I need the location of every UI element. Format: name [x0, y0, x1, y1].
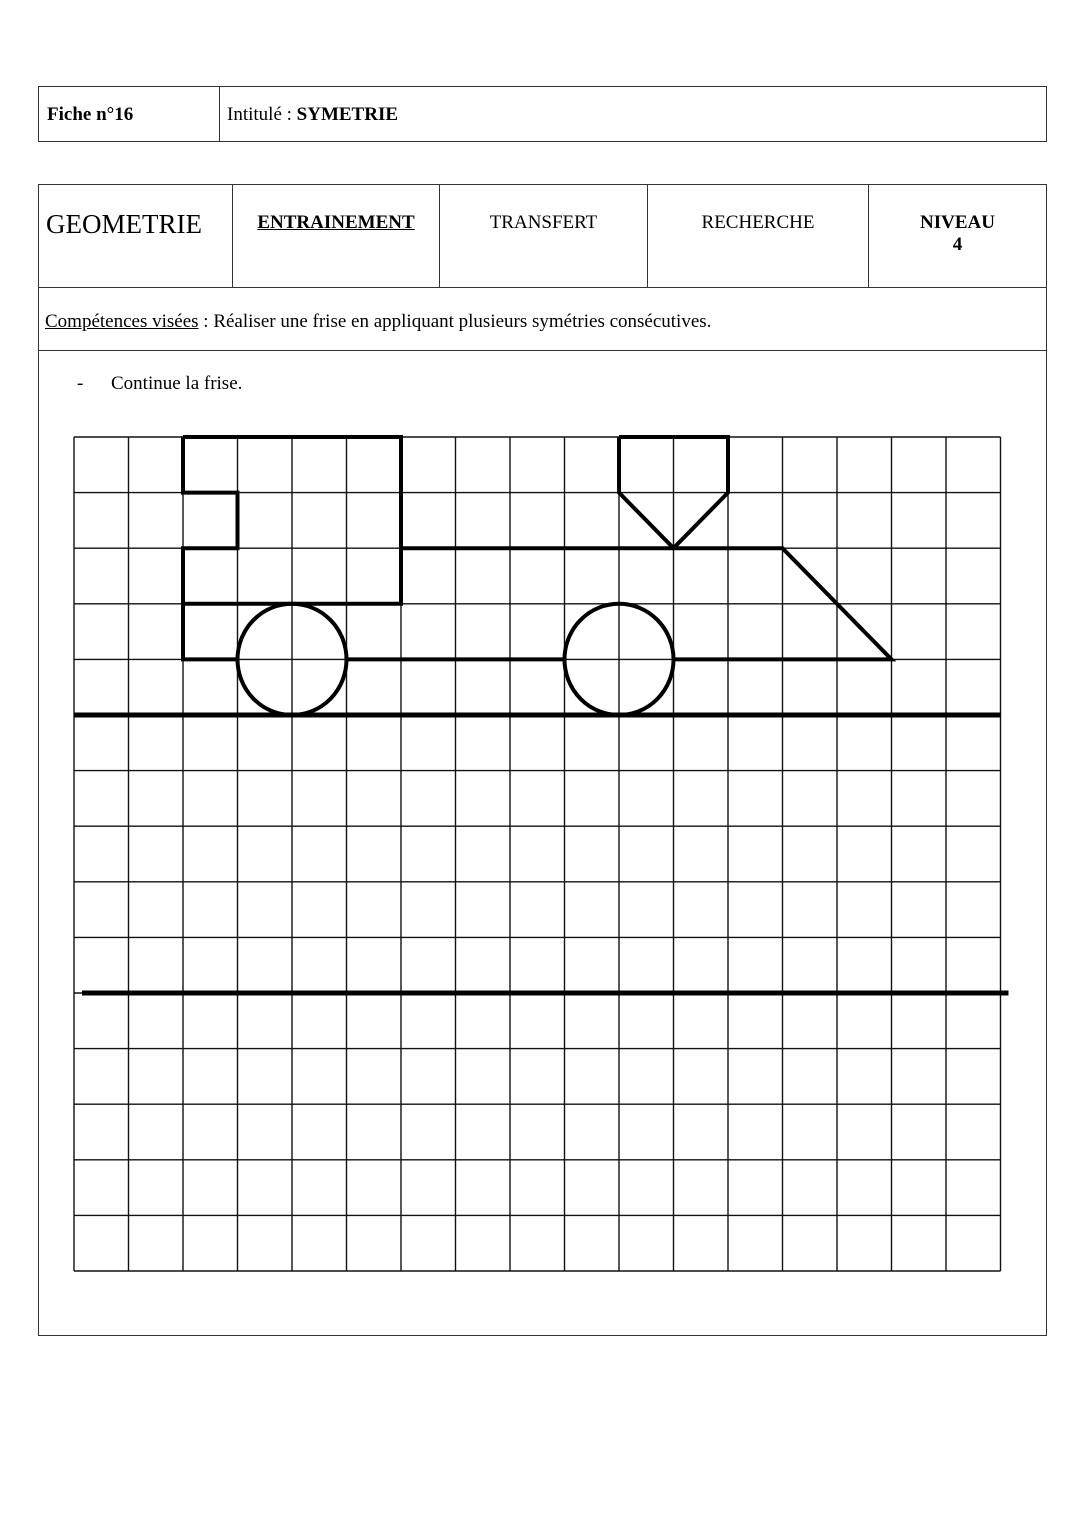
title-label: Intitulé :: [227, 104, 297, 125]
sheet-number: Fiche n°16: [47, 104, 134, 125]
level-value: 4: [952, 234, 963, 255]
mode-label: TRANSFERT: [489, 212, 598, 233]
grid-lines: [74, 437, 1001, 1271]
competences-label: Compétences visées: [45, 311, 199, 332]
mode-label: RECHERCHE: [701, 212, 815, 233]
figure-segment: [183, 437, 238, 659]
symmetry-axes: [74, 715, 1009, 993]
instruction-text: Continue la frise.: [111, 373, 243, 394]
competences-separator: :: [198, 311, 214, 332]
level-label: NIVEAU: [920, 212, 995, 233]
mode-label: ENTRAINEMENT: [257, 212, 415, 233]
train-figure: [183, 437, 892, 715]
title-value: SYMETRIE: [296, 104, 399, 125]
competences-description: Réaliser une frise en appliquant plusieurs symétries consécutives.: [213, 311, 712, 332]
domain-label: GEOMETRIE: [46, 209, 202, 239]
bullet-dash: -: [77, 373, 84, 394]
